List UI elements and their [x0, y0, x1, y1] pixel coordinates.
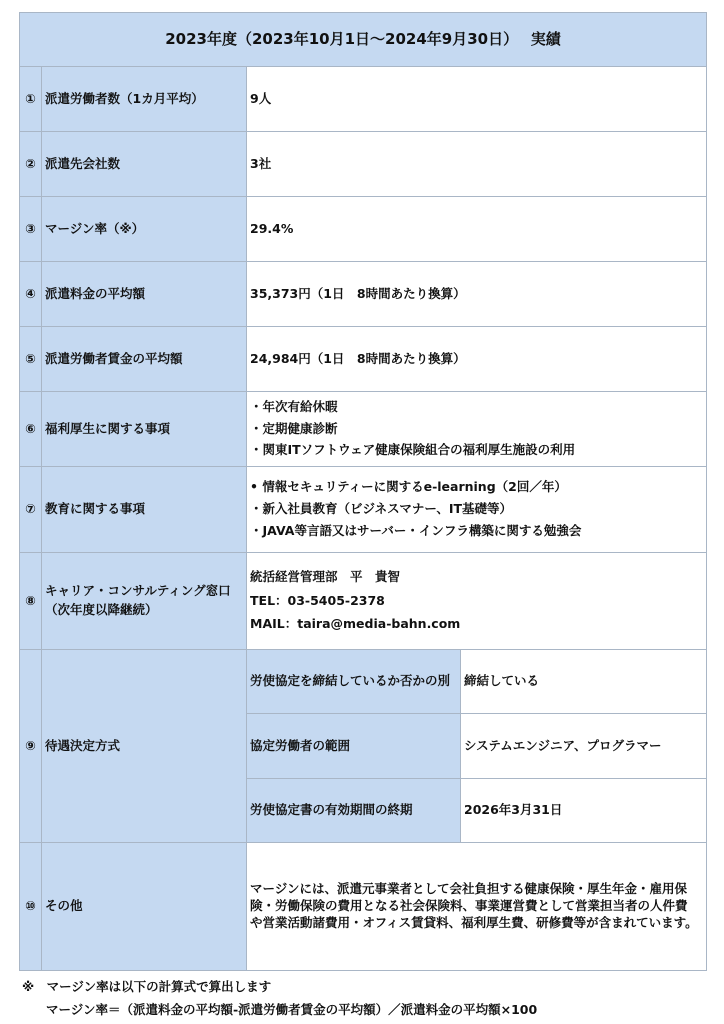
contact-tel: TEL：03-5405-2378 — [250, 592, 385, 608]
table-row — [20, 262, 707, 327]
table-row — [20, 327, 707, 392]
table-row — [20, 132, 707, 197]
row-number: ⑧ — [20, 553, 42, 650]
row-value: マージンには、派遣元事業者として会社負担する健康保険・厚生年金・雇用保険・労働保険の費用となる社会保険料、事業運営費として営業担当者の人件費や営業活動諸費用・オフィス賃貸料、福利厚生費、研修費等が含まれています。 — [247, 843, 707, 971]
row-label: 教育に関する事項 — [42, 467, 247, 553]
row-number: ④ — [20, 262, 42, 327]
row-value — [247, 467, 707, 553]
table-row — [20, 67, 707, 132]
list-item: ・新入社員教育（ビジネスマナー、IT基礎等） — [250, 501, 513, 517]
row-label: 待遇決定方式 — [42, 650, 247, 843]
sub-value: 締結している — [461, 650, 707, 714]
contact-mail: MAIL：taira@media-bahn.com — [250, 616, 461, 632]
table-row — [20, 843, 707, 971]
row-value — [247, 553, 707, 650]
list-item: ・JAVA等言語又はサーバー・インフラ構築に関する勉強会 — [250, 522, 582, 538]
list-item: ・年次有給休暇 — [250, 398, 338, 414]
row-number: ③ — [20, 197, 42, 262]
list-item: ・関東ITソフトウェア健康保険組合の福利厚生施設の利用 — [250, 442, 576, 458]
contact-name: 統括経営管理部 平 貴智 — [250, 568, 401, 584]
table-row — [20, 197, 707, 262]
row-number: ② — [20, 132, 42, 197]
row-value: 29.4% — [247, 197, 707, 262]
row-label: 派遣先会社数 — [42, 132, 247, 197]
row-label: 派遣労働者賃金の平均額 — [42, 327, 247, 392]
row-number: ① — [20, 67, 42, 132]
row-number: ⑨ — [20, 650, 42, 843]
sub-value: 2026年3月31日 — [461, 779, 707, 843]
row-label: 派遣料金の平均額 — [42, 262, 247, 327]
footnote-line: ※ マージン率は以下の計算式で算出します — [22, 979, 272, 994]
row-number: ⑦ — [20, 467, 42, 553]
sub-label: 労使協定書の有効期間の終期 — [247, 779, 461, 843]
career-label-note: （次年度以降継続） — [45, 602, 158, 617]
table-row — [20, 650, 707, 714]
row-value: 35,373円（1日 8時間あたり換算） — [247, 262, 707, 327]
footnote — [22, 975, 537, 1021]
row-label — [42, 553, 247, 650]
row-label: その他 — [42, 843, 247, 971]
row-value: 24,984円（1日 8時間あたり換算） — [247, 327, 707, 392]
row-number: ⑤ — [20, 327, 42, 392]
row-value: 3社 — [247, 132, 707, 197]
list-item: • 情報セキュリティーに関するe-learning（2回／年） — [250, 479, 567, 495]
row-label: 福利厚生に関する事項 — [42, 392, 247, 467]
table-row — [20, 392, 707, 467]
row-label: 派遣労働者数（1カ月平均） — [42, 67, 247, 132]
sub-label: 協定労働者の範囲 — [247, 714, 461, 779]
table-title: 2023年度（2023年10月1日～2024年9月30日） 実績 — [20, 13, 707, 67]
formula-line: マージン率＝（派遣料金の平均額-派遣労働者賃金の平均額）／派遣料金の平均額×100 — [46, 1002, 538, 1017]
row-label: マージン率（※） — [42, 197, 247, 262]
sub-value: システムエンジニア、プログラマー — [461, 714, 707, 779]
list-item: ・定期健康診断 — [250, 420, 338, 436]
row-value: 9人 — [247, 67, 707, 132]
row-value — [247, 392, 707, 467]
table-row — [20, 467, 707, 553]
career-label: キャリア・コンサルティング窓口 — [45, 583, 231, 599]
sub-label: 労使協定を締結しているか否かの別 — [247, 650, 461, 714]
row-number: ⑥ — [20, 392, 42, 467]
results-table — [19, 12, 707, 971]
table-row — [20, 553, 707, 650]
row-number: ⑩ — [20, 843, 42, 971]
